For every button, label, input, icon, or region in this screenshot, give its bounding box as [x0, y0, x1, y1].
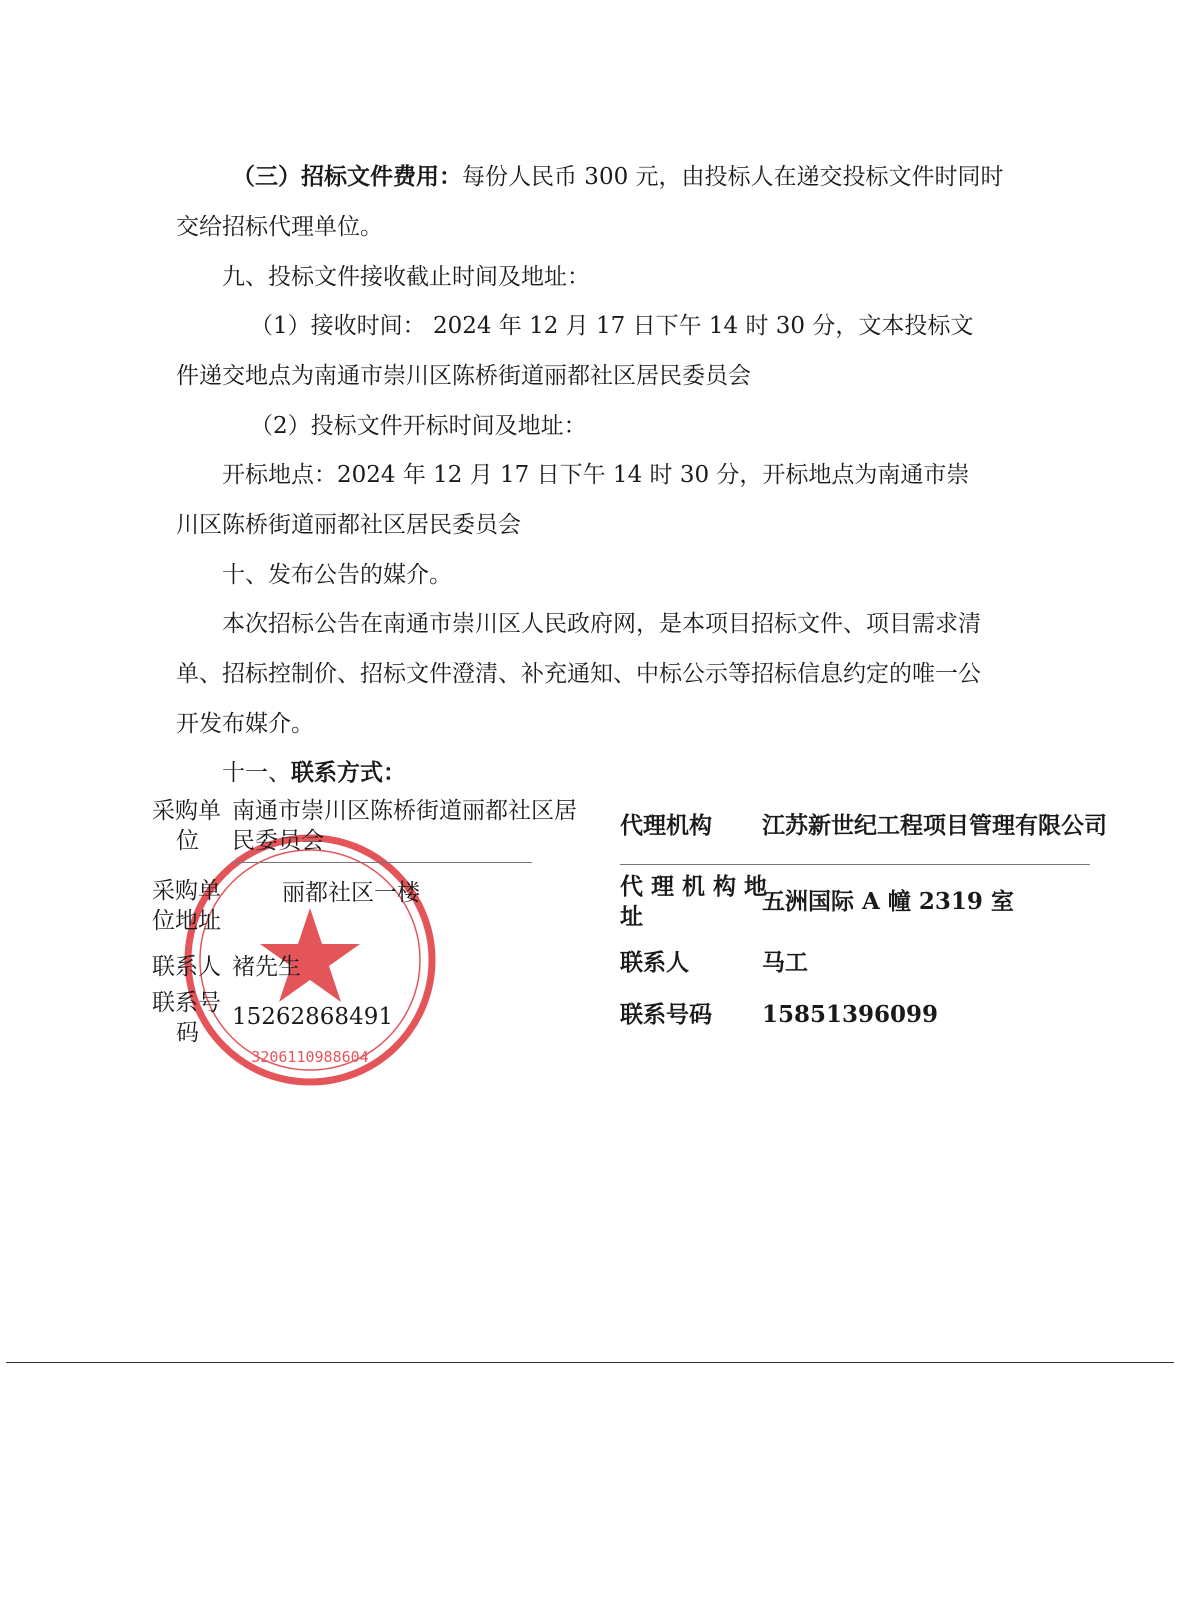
purchaser-phone-value: 15262868491: [232, 1004, 393, 1030]
receive-time-line-2: 件递交地点为南通市崇川区陈桥街道丽都社区居民委员会: [176, 363, 751, 389]
opening-heading: （2）投标文件开标时间及地址：: [250, 413, 587, 439]
agency-contact-value: 马工: [762, 949, 808, 976]
fee-paragraph: [232, 162, 1004, 192]
seal-number: 3206110988604: [251, 1048, 369, 1066]
media-line-3: 开发布媒介。: [176, 711, 314, 737]
agency-phone-value: 15851396099: [762, 1001, 939, 1028]
receive-time-line-1: （1）接收时间： 2024 年 12 月 17 日下午 14 时 30 分，文本投标文: [250, 313, 974, 339]
media-line-2: 单、招标控制价、招标文件澄清、补充通知、中标公示等招标信息约定的唯一公: [176, 661, 981, 687]
section-10-heading: 十、发布公告的媒介。: [222, 562, 452, 588]
purchaser-label: 采购单 位: [152, 798, 221, 854]
agency-contact-label: 联系人: [620, 949, 689, 976]
agency-phone-label: 联系号码: [620, 1001, 712, 1028]
purchaser-address-label: 采购单 位地址: [152, 878, 221, 934]
agency-value: 江苏新世纪工程项目管理有限公司: [762, 812, 1107, 839]
section-9-heading: 九、投标文件接收截止时间及地址：: [222, 264, 590, 290]
opening-line-2: 川区陈桥街道丽都社区居民委员会: [176, 512, 521, 538]
agency-address-value: 五洲国际 A 幢 2319 室: [762, 888, 1014, 915]
section-11-prefix: 十一、: [222, 760, 291, 786]
opening-line-1: 开标地点：2024 年 12 月 17 日下午 14 时 30 分，开标地点为南通市崇: [222, 462, 970, 488]
fee-label: （三）招标文件费用：: [232, 163, 462, 190]
agency-address-label: 代 理 机 构 地 址: [620, 873, 768, 930]
section-11-label: 联系方式：: [291, 759, 406, 786]
right-divider: [620, 864, 1090, 865]
agency-label: 代理机构: [620, 812, 712, 839]
purchaser-value: 南通市崇川区陈桥街道丽都社区居 民委员会: [232, 798, 577, 854]
purchaser-phone-label: 联系号 码: [152, 990, 221, 1046]
fee-text: 每份人民币 300 元，由投标人在递交投标文件时同时: [462, 164, 1004, 190]
purchaser-address-value: 丽都社区一楼: [282, 880, 420, 906]
section-11-heading: [222, 758, 406, 788]
purchaser-contact-label: 联系人: [152, 954, 221, 980]
page-bottom-rule: [6, 1362, 1174, 1363]
purchaser-contact-value: 褚先生: [232, 954, 301, 980]
fee-paragraph-cont: 交给招标代理单位。: [176, 214, 383, 240]
left-divider: [232, 862, 532, 863]
media-line-1: 本次招标公告在南通市崇川区人民政府网，是本项目招标文件、项目需求清: [222, 611, 981, 637]
